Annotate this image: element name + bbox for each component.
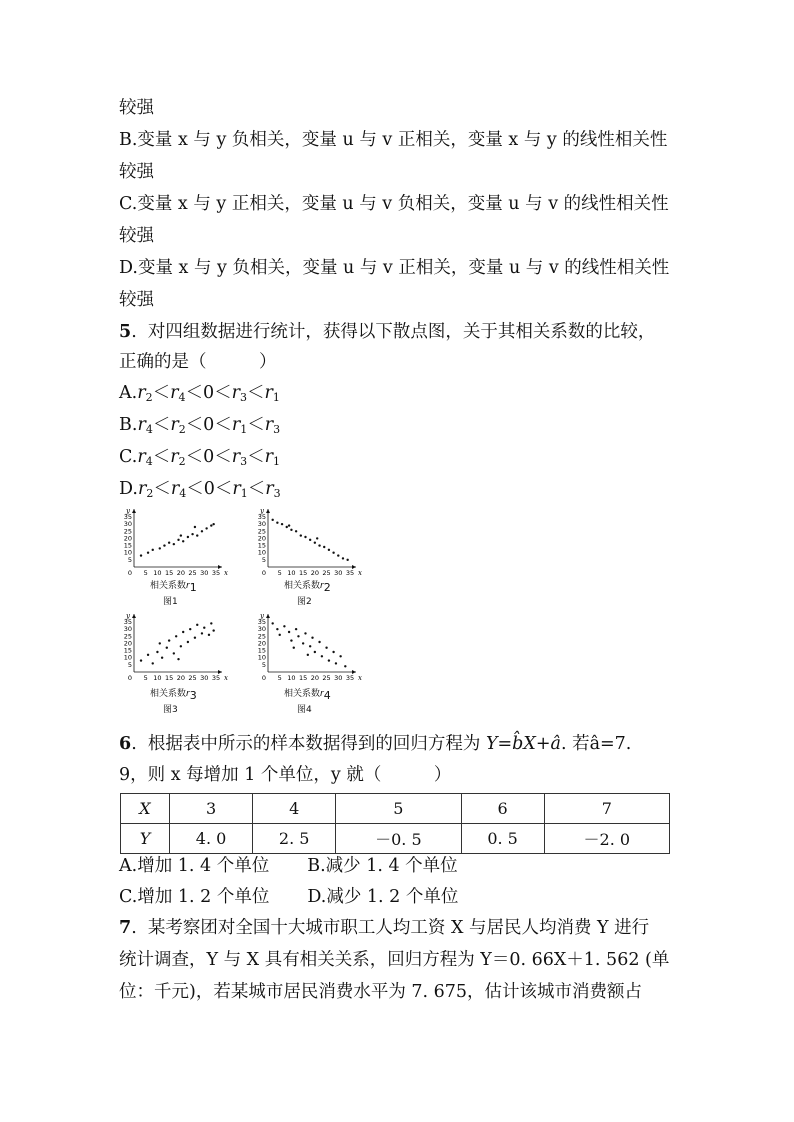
scatter-point: [314, 651, 316, 653]
scatter-point: [297, 635, 299, 637]
scatter-point: [346, 559, 348, 561]
x-tick-label: 10: [287, 569, 296, 577]
scatter-plot-2: [252, 507, 362, 579]
x-tick-label: 25: [188, 569, 197, 577]
q6-option-b: B.减少 1. 4 个单位: [307, 856, 458, 876]
fig2-caption: 图2: [297, 597, 312, 607]
scatter-point: [318, 641, 320, 643]
scatter-point: [325, 647, 327, 649]
x-tick-label: 10: [287, 674, 296, 682]
scatter-point: [210, 524, 212, 526]
y-axis-label: y: [260, 612, 264, 620]
table-cell: 6: [461, 794, 544, 824]
q4-option-d-cont: 较强: [119, 290, 154, 310]
x-axis-label: x: [358, 569, 362, 577]
q6-option-a: A.增加 1. 4 个单位: [119, 856, 270, 876]
scatter-point: [159, 547, 161, 549]
scatter-point: [205, 527, 207, 529]
table-cell: 5: [336, 794, 461, 824]
x-tick-label: 15: [299, 569, 308, 577]
y-tick-label: 30: [123, 520, 132, 529]
scatter-point: [189, 628, 191, 630]
scatter-point: [311, 637, 313, 639]
y-tick-label: 25: [257, 632, 266, 641]
scatter-point: [332, 552, 334, 554]
y-tick-label: 5: [127, 555, 132, 564]
q5-option-a: $A.r_2<r_4<0<r_3<r_1$: [119, 383, 280, 404]
y-tick-label: 20: [257, 639, 266, 648]
y-tick-label: 30: [257, 520, 266, 529]
x-tick-label: 10: [153, 674, 162, 682]
scatter-point: [201, 530, 203, 532]
scatter-point: [212, 629, 214, 631]
scatter-point: [194, 526, 196, 528]
scatter-point: [323, 546, 325, 548]
table-cell: 4: [253, 794, 336, 824]
table-cell: 0. 5: [461, 824, 544, 854]
table-row-header: Y: [121, 824, 170, 854]
x-tick-label: 0: [261, 569, 267, 577]
y-tick-label: 30: [257, 625, 266, 634]
scatter-point: [304, 536, 306, 538]
x-tick-label: 30: [334, 674, 343, 682]
y-tick-label: 15: [257, 541, 266, 550]
scatter-point: [290, 639, 292, 641]
y-axis-label: y: [126, 507, 130, 515]
q6-option-d: D.减少 1. 2 个单位: [307, 887, 459, 907]
scatter-point: [328, 659, 330, 661]
y-tick-label: 5: [127, 660, 132, 669]
scatter-point: [187, 641, 189, 643]
q4-option-c-cont: 较强: [119, 226, 154, 246]
scatter-point: [339, 655, 341, 657]
scatter-point: [147, 654, 149, 656]
y-tick-label: 25: [257, 527, 266, 536]
scatter-point: [314, 542, 316, 544]
q5-option-c: $C.r_4<r_2<0<r_3<r_1$: [119, 447, 280, 468]
x-axis-label: x: [224, 674, 228, 682]
y-tick-label: 15: [123, 541, 132, 550]
x-tick-label: 35: [211, 674, 221, 682]
scatter-point: [177, 539, 179, 541]
scatter-point: [288, 524, 290, 526]
scatter-point: [309, 645, 311, 647]
scatter-point: [283, 625, 285, 627]
scatter-point: [288, 631, 290, 633]
scatter-point: [279, 634, 281, 636]
x-tick-label: 25: [322, 674, 331, 682]
scatter-point: [187, 536, 189, 538]
q6-number: 6: [119, 734, 132, 754]
scatter-point: [271, 622, 273, 624]
scatter-point: [328, 549, 330, 551]
x-tick-label: 35: [345, 569, 355, 577]
x-tick-label: 5: [143, 569, 148, 577]
y-tick-label: 25: [123, 632, 132, 641]
y-tick-label: 5: [261, 555, 266, 564]
regression-equation: Y=b̂X+â: [485, 734, 561, 754]
x-tick-label: 35: [211, 569, 221, 577]
y-tick-label: 20: [123, 534, 132, 543]
q5-number: 5: [119, 322, 132, 342]
scatter-point: [182, 540, 184, 542]
scatter-point: [337, 554, 339, 556]
scatter-point: [140, 554, 142, 556]
x-tick-label: 5: [277, 569, 282, 577]
y-axis-label: y: [260, 507, 264, 515]
table-cell: 7: [544, 794, 669, 824]
fig4-caption: 图4: [297, 705, 312, 715]
x-axis-label: x: [358, 674, 362, 682]
q7-stem-line3: 位：千元)，若某城市居民消费水平为 7. 675，估计该城市消费额占: [119, 982, 643, 1002]
q6-stem-line1: 6. 根据表中所示的样本数据得到的回归方程为 Y=b̂X+â. 若â=7.: [119, 734, 632, 754]
x-tick-label: 25: [322, 569, 331, 577]
scatter-point: [271, 519, 273, 521]
fig4-corr-label: 相关系数$r_4$: [284, 689, 331, 702]
y-tick-label: 35: [257, 513, 266, 521]
scatter-point: [156, 651, 158, 653]
scatter-point: [147, 552, 149, 554]
q4-option-b-cont: 较强: [119, 162, 154, 182]
scatter-point: [335, 662, 337, 664]
scatter-point: [321, 655, 323, 657]
y-tick-label: 35: [123, 618, 132, 626]
scatter-point: [168, 542, 170, 544]
scatter-point: [168, 639, 170, 641]
x-tick-label: 20: [176, 674, 185, 682]
y-axis-arrow: [132, 509, 136, 513]
q7-stem-line1: 7. 某考察团对全国十大城市职工人均工资 X 与居民人均消费 Y 进行: [119, 918, 650, 938]
scatter-point: [191, 533, 193, 535]
x-tick-label: 25: [188, 674, 197, 682]
x-tick-label: 15: [165, 674, 174, 682]
y-tick-label: 20: [123, 639, 132, 648]
x-tick-label: 30: [334, 569, 343, 577]
scatter-point: [173, 652, 175, 654]
scatter-point: [276, 628, 278, 630]
table-row: [121, 794, 670, 824]
scatter-point: [332, 651, 334, 653]
scatter-point: [140, 659, 142, 661]
x-tick-label: 10: [153, 569, 162, 577]
fig3-caption: 图3: [163, 705, 178, 715]
y-tick-label: 15: [257, 646, 266, 655]
scatter-point: [182, 631, 184, 633]
q6-options-cd: [119, 884, 458, 910]
scatter-point: [307, 654, 309, 656]
scatter-point: [210, 622, 212, 624]
q5-stem: 对四组数据进行统计，获得以下散点图，关于其相关系数的比较，: [147, 322, 656, 342]
x-tick-label: 20: [310, 569, 319, 577]
q4-continuation: 较强: [119, 98, 154, 118]
x-tick-label: 0: [261, 674, 267, 682]
scatter-point: [344, 665, 346, 667]
y-tick-label: 35: [257, 618, 266, 626]
q5-option-d: $D.r_2<r_4<0<r_1<r_3$: [119, 479, 281, 500]
scatter-plot-3: [118, 612, 228, 684]
scatter-point: [293, 647, 295, 649]
scatter-point: [203, 627, 205, 629]
fig2-corr-label: 相关系数$r_2$: [284, 581, 331, 594]
scatter-point: [295, 530, 297, 532]
fig1-caption: 图1: [163, 597, 178, 607]
table-cell: 2. 5: [253, 824, 336, 854]
scatter-point: [276, 522, 278, 524]
y-tick-label: 5: [261, 660, 266, 669]
q6-options-ab: [119, 853, 458, 879]
y-tick-label: 10: [123, 548, 132, 557]
q5-stem-line1: 5. 对四组数据进行统计，获得以下散点图，关于其相关系数的比较，: [119, 322, 656, 342]
scatter-point: [173, 543, 175, 545]
y-axis-arrow: [266, 614, 270, 618]
q7-number: 7: [119, 918, 132, 938]
table-cell: －2. 0: [544, 824, 669, 854]
x-tick-label: 0: [127, 569, 133, 577]
scatter-point: [152, 662, 154, 664]
q5-option-b: $B.r_4<r_2<0<r_1<r_3$: [119, 415, 281, 436]
scatter-point: [159, 642, 161, 644]
x-tick-label: 20: [310, 674, 319, 682]
scatter-point: [163, 544, 165, 546]
q4-option-b: B.变量 x 与 y 负相关，变量 u 与 v 正相关，变量 x 与 y 的线性相关性: [119, 130, 668, 150]
table-row: [121, 824, 670, 854]
scatter-point: [302, 642, 304, 644]
scatter-point: [212, 523, 214, 525]
y-tick-label: 10: [123, 653, 132, 662]
fig1-corr-label: 相关系数$r_1$: [150, 581, 197, 594]
q5-stem-line2: 正确的是（ ）: [119, 352, 277, 372]
x-tick-label: 5: [143, 674, 148, 682]
y-tick-label: 35: [123, 513, 132, 521]
q7-stem-line2: 统计调查，Y 与 X 具有相关关系，回归方程为 Y＝0. 66X＋1. 562 (单: [119, 950, 670, 970]
scatter-point: [318, 544, 320, 546]
table-cell: 3: [170, 794, 253, 824]
scatter-point: [161, 657, 163, 659]
q6-stem-line2: 9，则 x 每增加 1 个单位，y 就（ ）: [119, 765, 452, 785]
scatter-plot-1: [118, 507, 228, 579]
y-tick-label: 10: [257, 653, 266, 662]
scatter-point: [316, 537, 318, 539]
x-tick-label: 20: [176, 569, 185, 577]
scatter-point: [295, 628, 297, 630]
y-tick-label: 25: [123, 527, 132, 536]
y-tick-label: 30: [123, 625, 132, 634]
y-tick-label: 20: [257, 534, 266, 543]
scatter-point: [196, 624, 198, 626]
x-axis-label: x: [224, 569, 228, 577]
scatter-point: [300, 534, 302, 536]
scatter-point: [152, 549, 154, 551]
scatter-point: [180, 645, 182, 647]
fig3-corr-label: 相关系数$r_3$: [150, 689, 197, 702]
q4-option-c: C.变量 x 与 y 正相关，变量 u 与 v 负相关，变量 u 与 v 的线性相关性: [119, 194, 669, 214]
scatter-point: [166, 647, 168, 649]
scatter-point: [290, 529, 292, 531]
y-axis-arrow: [132, 614, 136, 618]
table-cell: 4. 0: [170, 824, 253, 854]
scatter-point: [196, 534, 198, 536]
scatter-point: [309, 539, 311, 541]
table-cell: －0. 5: [336, 824, 461, 854]
x-tick-label: 30: [200, 674, 209, 682]
y-axis-label: y: [126, 612, 130, 620]
x-tick-label: 30: [200, 569, 209, 577]
x-tick-label: 15: [165, 569, 174, 577]
scatter-point: [304, 632, 306, 634]
x-tick-label: 0: [127, 674, 133, 682]
scatter-point: [286, 526, 288, 528]
x-tick-label: 15: [299, 674, 308, 682]
y-axis-arrow: [266, 509, 270, 513]
scatter-point: [180, 534, 182, 536]
x-tick-label: 35: [345, 674, 355, 682]
y-tick-label: 15: [123, 646, 132, 655]
q6-option-c: C.增加 1. 2 个单位: [119, 887, 270, 907]
scatter-point: [175, 635, 177, 637]
scatter-point: [342, 557, 344, 559]
x-tick-label: 5: [277, 674, 282, 682]
q4-option-d: D.变量 x 与 y 负相关，变量 u 与 v 正相关，变量 u 与 v 的线性相关性: [119, 258, 670, 278]
scatter-point: [201, 632, 203, 634]
scatter-point: [208, 634, 210, 636]
scatter-point: [281, 523, 283, 525]
table-row-header: X: [121, 794, 170, 824]
scatter-point: [194, 637, 196, 639]
sample-data-table: [120, 793, 670, 854]
y-tick-label: 10: [257, 548, 266, 557]
scatter-point: [177, 658, 179, 660]
scatter-plot-4: [252, 612, 362, 684]
